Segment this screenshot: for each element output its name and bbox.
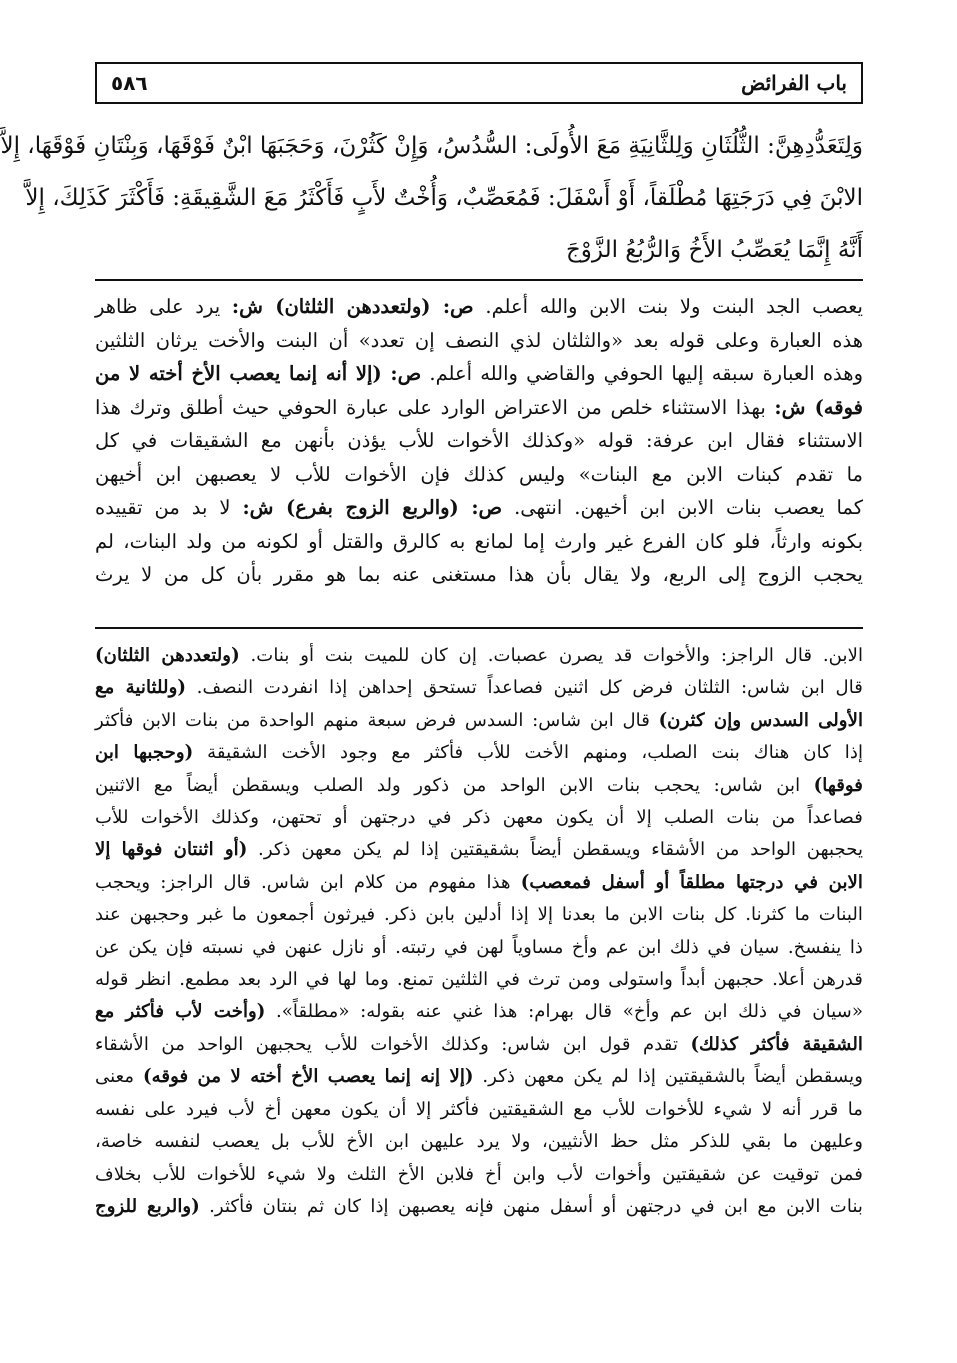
text-segment: إذا كان هناك بنت الصلب، ومنهم الأخت للأب فأكثر مع وجود الأخت الشقيقة <box>193 742 863 764</box>
text-segment: ويسقطن أيضاً بالشقيقتين إذا لم يكن معهن ذكر. <box>473 1066 863 1088</box>
bold-quote: فوقه) ش: <box>774 395 863 419</box>
text-line <box>95 458 863 492</box>
text-line <box>95 996 863 1028</box>
bold-quote: (وحجبها ابن <box>95 742 194 764</box>
bold-quote: الشقيقة فأكثر كذلك) <box>690 1033 863 1055</box>
text-line <box>95 290 863 324</box>
page-header <box>95 62 863 104</box>
bold-quote: الأولى السدس وإن كثرن) <box>658 709 863 731</box>
text-line <box>95 525 863 559</box>
text-line <box>95 391 863 425</box>
text-segment: يحجبهن الواحد من الأشقاء ويسقطن أيضاً بشقيقتين إذا لم يكن معهن ذكر. <box>247 839 864 861</box>
bold-quote: (وأخت لأب فأكثر مع <box>95 1001 266 1023</box>
text-segment: «سيان في ذلك ابن عم وأخ» قال بهرام: هذا غني عنه بقوله: «مطلقاً». <box>265 1001 863 1023</box>
text-line <box>95 357 863 391</box>
text-segment: وهذه العبارة سبقه إليها الحوفي والقاضي والله أعلم. <box>421 362 863 385</box>
text-line <box>95 932 863 964</box>
commentary-bottom <box>95 640 863 1223</box>
bold-quote: فوقها) <box>813 774 863 796</box>
text-line <box>95 672 863 704</box>
bold-quote: (ولتعددهن الثلثان) <box>95 645 240 666</box>
text-segment: يرد على ظاهر <box>95 295 232 318</box>
text-line <box>95 834 863 866</box>
text-segment: وعليهن ما بقي للذكر مثل حظ الأنثيين، ولا يرد عليهن ابن الأخ للأب بل يعصب لنفسه خاصة، <box>95 1131 863 1153</box>
text-segment: هذه العبارة وعلى قوله بعد «والثلثان لذي النصف إن تعدد» أن البنت والأخت يرثان الثلثين <box>95 328 863 352</box>
text-line <box>95 867 863 899</box>
text-line <box>95 424 863 458</box>
text-line <box>95 1126 863 1158</box>
bold-quote: ص: (ولتعددهن الثلثان) ش: <box>231 295 474 318</box>
text-line <box>95 1029 863 1061</box>
text-segment: الابن. قال الراجز: والأخوات قد يصرن عصبات. إن كان للميت بنت أو بنات. <box>239 645 864 666</box>
text-segment: يحجب الزوج إلى الربع، ولا يقال بأن هذا مستغنى عنه بما هو مقرر بأن كل من لا يرث <box>95 563 863 586</box>
text-segment: يعصب الجد البنت ولا بنت الابن والله أعلم. <box>473 295 863 318</box>
text-line <box>95 491 863 525</box>
text-line <box>95 640 863 672</box>
matn-line-last: أَنَّهُ إِنَّمَا يُعَصِّبُ الأَخُ وَالرُّبُعُ الزَّوْجَ <box>565 237 863 263</box>
text-segment: بنات الابن مع ابن في درجتهن أو أسفل منهن فإنه يعصبهن إذا كان ثم بنتان فأكثر. <box>199 1195 863 1217</box>
bold-quote: (إلا إنه إنما يعصب الأخ أخته لا من فوقه) <box>143 1066 474 1088</box>
text-segment: البنات ما كثرنا. كل بنات الابن ما بعدنا إلا إذا أدلين بابن ذكر. فيرثون أجمعون ما غبر وحجبهن عند <box>95 904 863 926</box>
text-line <box>95 802 863 834</box>
text-line <box>95 737 863 769</box>
chapter-title: باب الفرائض <box>741 71 847 95</box>
matn-line: وَلِتَعَدُّدِهِنَّ: الثُّلُثَانِ وَلِلثَّانِيَةِ مَعَ الأُولَى: السُّدُسُ، وَإِنْ كَثُرْنَ، وَحَجَبَهَا ابْنٌ فَوْقَهَا، وَبِنْتَانِ فَوْقَهَا، إِلاَّ <box>0 133 863 159</box>
text-segment: قال ابن شاس: الثلثان فرض كل اثنين فصاعداً تستحق إحداهن إذا انفردت النصف. <box>185 677 863 699</box>
text-line <box>95 558 863 592</box>
text-segment: الاستثناء فقال ابن عرفة: قوله «وكذلك الأخوات للأب يؤذن بأنهن مع الشقيقات في كل <box>95 429 863 452</box>
commentary-top <box>95 290 863 592</box>
text-segment: فصاعداً من بنات الصلب إلا أن يكون معهن ذكر في درجتهن أو تحتهن، وكذلك الأخوات للأب <box>95 807 863 829</box>
separator-line <box>95 279 863 281</box>
separator-line <box>95 627 863 629</box>
text-line <box>95 1061 863 1093</box>
text-segment: قال ابن شاس: السدس فرض سبعة منهم الواحدة من بنات الابن فأكثر <box>95 709 659 731</box>
bold-quote: ص: (والربع الزوج بفرع) ش: <box>242 496 503 519</box>
text-segment: قدرهن أعلا. حجبهن أبداً واستولى ومن ترث في الثلثين تمنع. وما لها في الرد بعد مطمع. انظر قوله <box>95 969 863 991</box>
bold-quote: (أو اثنتان فوقها إلا <box>95 839 248 861</box>
text-segment: بهذا الاستثناء خلص من الاعتراض الوارد على عبارة الحوفي حيث أطلق وترك هذا <box>95 395 775 419</box>
bold-quote: (والربع للزوج <box>95 1195 200 1217</box>
text-segment: كما يعصب بنات الابن ابن أخيهن. انتهى. <box>502 496 863 519</box>
text-segment: معنى <box>95 1066 144 1088</box>
text-segment: ما تقدم كبنات الابن مع البنات» وليس كذلك فإن الأخوات للأب لا يعصبهن ابن أخيهن <box>95 462 863 486</box>
text-line <box>95 324 863 358</box>
bold-quote: (وللثانية مع <box>95 677 186 699</box>
page-number: ٥٨٦ <box>111 71 148 95</box>
matn-text <box>0 120 863 276</box>
text-segment: ذا ينفسخ. سيان في ذلك ابن عم وأخ مساوياً لهن في رتبته. أو نازل عنهن في نسبته فإن يكن عن <box>95 936 863 958</box>
text-line <box>95 964 863 996</box>
text-line <box>95 1191 863 1223</box>
text-segment: فمن توقيت عن شقيقتين وأخوات لأب وابن أخ فلابن الأخ الثلث ولا شيء للأخوات للأب بخلاف <box>95 1163 863 1185</box>
text-segment: لا بد من تقييده <box>95 496 243 519</box>
text-segment: هذا مفهوم من كلام ابن شاس. قال الراجز: ويحجب <box>95 871 521 893</box>
text-line <box>95 899 863 931</box>
text-segment: تقدم قول ابن شاس: وكذلك الأخوات للأب يحجبهن الواحد من الأشقاء <box>95 1033 691 1055</box>
bold-quote: الابن في درجتها مطلقاً أو أسفل فمعصب) <box>520 871 863 893</box>
text-segment: بكونه وارثاً، فلو كان الفرع غير وارث إما لمانع به كالرق والقتل أو لكونه من ولد البنات، لم <box>95 529 863 553</box>
text-line <box>95 1094 863 1126</box>
text-segment: ما قرر أنه لا شيء للأخوات للأب مع الشقيقتين فأكثر إلا أن يكون معهن أخ لأب فيرد على نفسه <box>95 1098 863 1120</box>
text-line <box>95 770 863 802</box>
matn-line: الابْنَ فِي دَرَجَتِهَا مُطْلَقاً، أَوْ أَسْفَلَ: فَمُعَصِّبٌ، وَأُخْتٌ لأَبٍ فَأَكْثَرُ مَعَ الشَّقِيقَةِ: فَأَكْثَرَ كَذَلِكَ، إِلاَّ <box>25 185 863 211</box>
text-line <box>95 705 863 737</box>
text-segment: ابن شاس: يحجب بنات الابن الواحد من ذكور ولد الصلب ويسقطن أيضاً مع الاثنين <box>95 774 814 796</box>
bold-quote: ص: (إلا أنه إنما يعصب الأخ أخته لا من <box>95 362 422 385</box>
text-line <box>95 1159 863 1191</box>
